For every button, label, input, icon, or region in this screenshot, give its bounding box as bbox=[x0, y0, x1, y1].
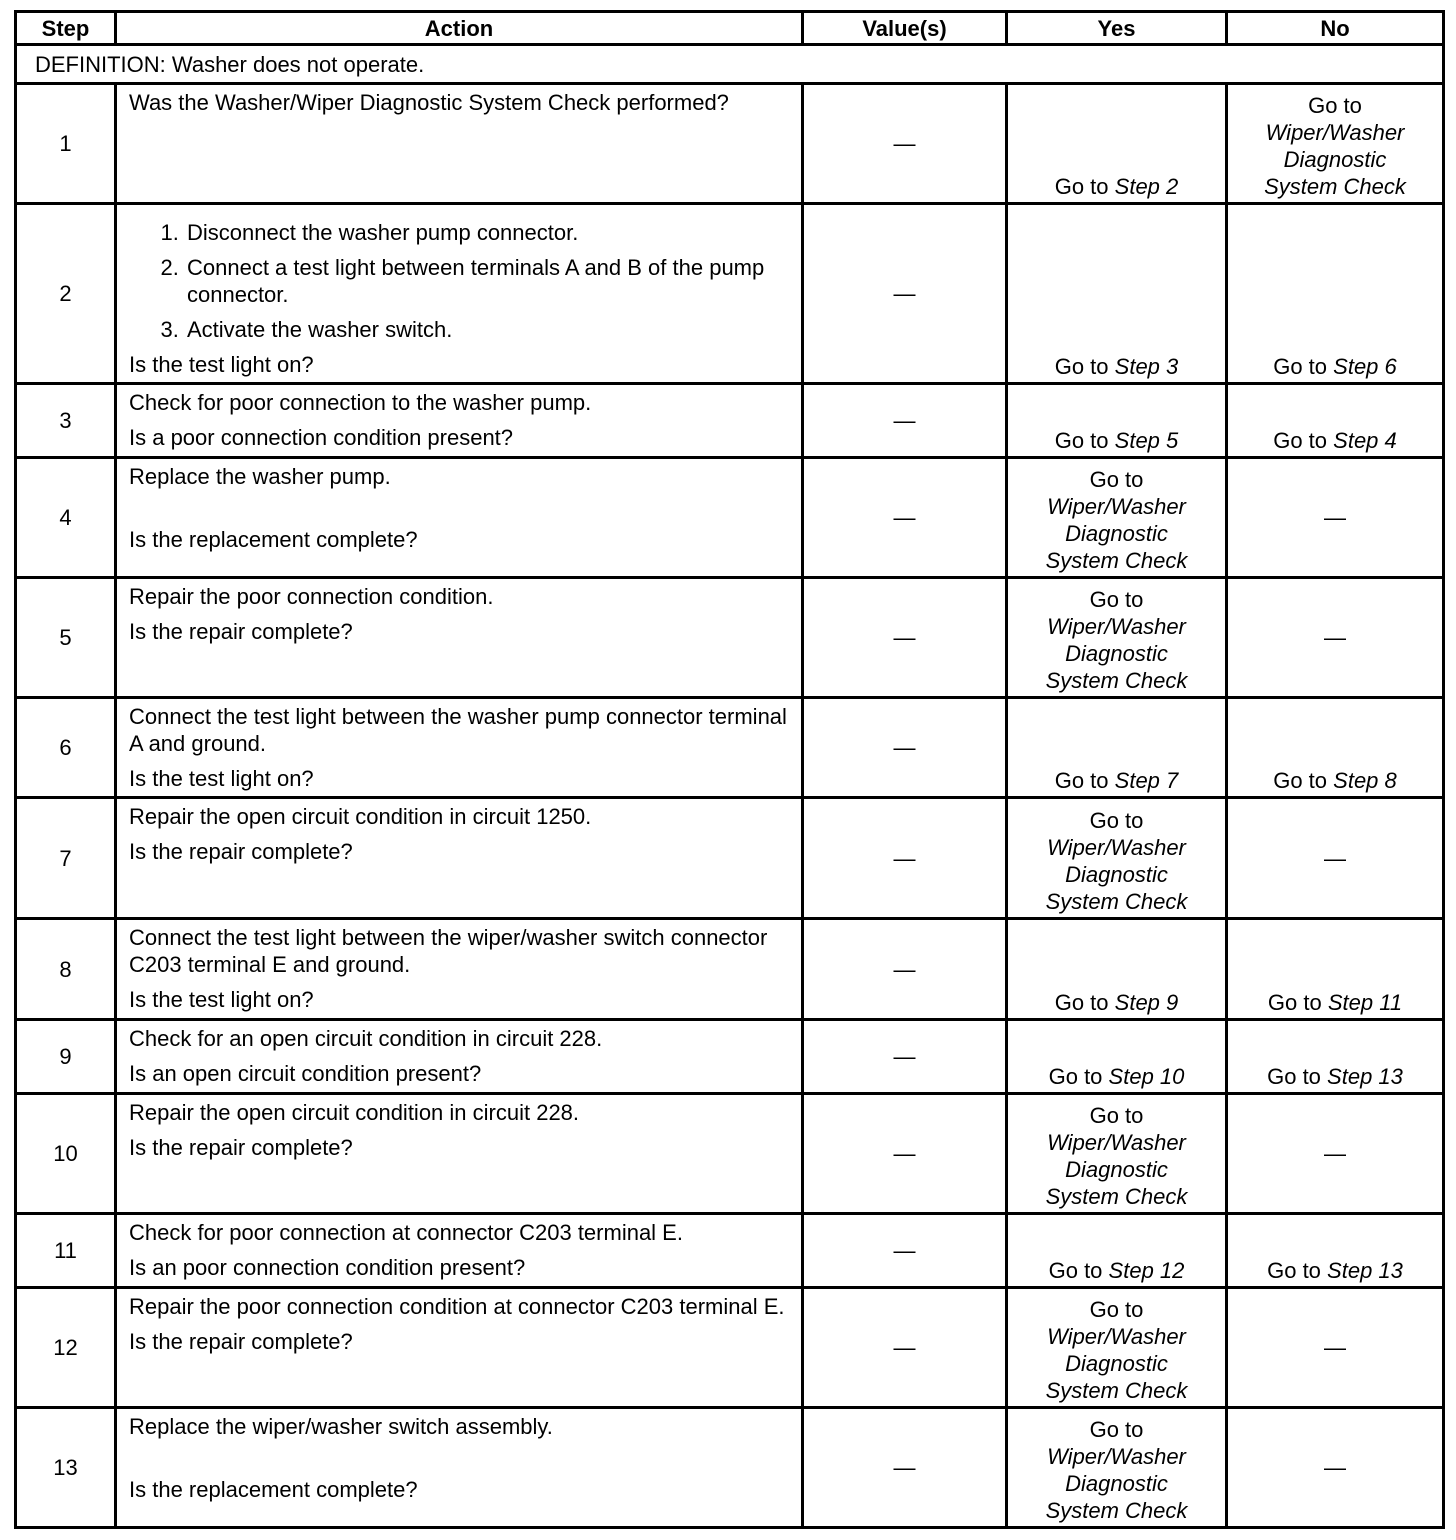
action-cell bbox=[116, 458, 803, 578]
step-ref: Step 3 bbox=[1114, 354, 1179, 379]
step-ref: Step 11 bbox=[1327, 990, 1403, 1015]
action-cell bbox=[116, 698, 803, 798]
yes-cell bbox=[1007, 1094, 1227, 1214]
action-text: Check for poor connection to the washer pump. bbox=[129, 390, 592, 415]
step-ref: Step 7 bbox=[1114, 768, 1179, 793]
step-number: 1 bbox=[16, 84, 116, 204]
goto-text: Go to bbox=[1273, 354, 1328, 379]
goto-text: Go to bbox=[1267, 1064, 1321, 1089]
no-cell: — bbox=[1227, 1094, 1444, 1214]
step-number: 10 bbox=[16, 1094, 116, 1214]
value-cell: — bbox=[803, 384, 1007, 458]
value-cell: — bbox=[803, 204, 1007, 384]
table-row bbox=[16, 84, 1444, 204]
yes-cell bbox=[1007, 578, 1227, 698]
yes-cell bbox=[1007, 919, 1227, 1020]
value-cell: — bbox=[803, 84, 1007, 204]
check-line: Diagnostic bbox=[1065, 1471, 1168, 1496]
table-row bbox=[16, 1094, 1444, 1214]
header-row bbox=[16, 12, 1444, 45]
check-line: System Check bbox=[1045, 1498, 1188, 1523]
yes-cell bbox=[1007, 798, 1227, 919]
substep-list bbox=[129, 219, 791, 343]
goto-text: Go to bbox=[1089, 808, 1144, 833]
table-row bbox=[16, 384, 1444, 458]
question-text: Is an poor connection condition present? bbox=[129, 1255, 526, 1280]
question-text: Is the test light on? bbox=[129, 352, 314, 377]
check-line: Wiper/Washer bbox=[1047, 494, 1186, 519]
goto-text: Go to bbox=[1267, 990, 1322, 1015]
value-cell: — bbox=[803, 698, 1007, 798]
yes-cell bbox=[1007, 698, 1227, 798]
value-cell: — bbox=[803, 1020, 1007, 1094]
goto-text: Go to bbox=[1273, 428, 1328, 453]
step-ref: Step 4 bbox=[1333, 428, 1397, 453]
action-text: Replace the wiper/washer switch assembly. bbox=[129, 1414, 553, 1439]
action-cell bbox=[116, 1094, 803, 1214]
action-cell bbox=[116, 919, 803, 1020]
table-row bbox=[16, 1214, 1444, 1288]
no-cell bbox=[1227, 1214, 1444, 1288]
goto-text: Go to bbox=[1054, 990, 1109, 1015]
action-cell bbox=[116, 1214, 803, 1288]
goto-text: Go to bbox=[1273, 768, 1328, 793]
action-cell bbox=[116, 204, 803, 384]
step-ref: Step 12 bbox=[1108, 1258, 1185, 1283]
question-text: Is the replacement complete? bbox=[129, 527, 418, 552]
check-line: Diagnostic bbox=[1065, 1351, 1168, 1376]
check-line: Diagnostic bbox=[1065, 641, 1168, 666]
header-action: Action bbox=[116, 12, 803, 45]
substep: 3. Activate the washer switch. bbox=[185, 316, 791, 343]
table-row bbox=[16, 204, 1444, 384]
question-text: Is an open circuit condition present? bbox=[129, 1061, 482, 1086]
table-row bbox=[16, 458, 1444, 578]
no-cell bbox=[1227, 698, 1444, 798]
step-ref: Step 6 bbox=[1333, 354, 1397, 379]
no-cell bbox=[1227, 919, 1444, 1020]
value-cell: — bbox=[803, 1094, 1007, 1214]
no-cell: — bbox=[1227, 1288, 1444, 1408]
table-row bbox=[16, 1288, 1444, 1408]
action-cell bbox=[116, 1288, 803, 1408]
action-cell bbox=[116, 1020, 803, 1094]
yes-cell bbox=[1007, 384, 1227, 458]
check-line: Wiper/Washer bbox=[1047, 1444, 1186, 1469]
question-text: Is the replacement complete? bbox=[129, 1477, 418, 1502]
definition-text: DEFINITION: Washer does not operate. bbox=[16, 45, 1444, 84]
table-row bbox=[16, 919, 1444, 1020]
yes-cell bbox=[1007, 1020, 1227, 1094]
no-cell bbox=[1227, 1020, 1444, 1094]
action-cell bbox=[116, 798, 803, 919]
check-line: System Check bbox=[1045, 1184, 1188, 1209]
action-cell bbox=[116, 1408, 803, 1528]
question-text: Is a poor connection condition present? bbox=[129, 425, 514, 450]
goto-text: Go to bbox=[1267, 1258, 1321, 1283]
header-no: No bbox=[1227, 12, 1444, 45]
step-ref: Step 13 bbox=[1327, 1258, 1403, 1283]
yes-cell bbox=[1007, 1214, 1227, 1288]
step-number: 11 bbox=[16, 1214, 116, 1288]
table-row bbox=[16, 1408, 1444, 1528]
goto-text: Go to bbox=[1089, 587, 1144, 612]
header-values: Value(s) bbox=[803, 12, 1007, 45]
value-cell: — bbox=[803, 1408, 1007, 1528]
action-text: Repair the open circuit condition in circuit 228. bbox=[129, 1100, 580, 1125]
value-cell: — bbox=[803, 1214, 1007, 1288]
question-text: Is the repair complete? bbox=[129, 619, 353, 644]
action-cell bbox=[116, 578, 803, 698]
question-text: Is the repair complete? bbox=[129, 839, 353, 864]
table-row bbox=[16, 1020, 1444, 1094]
action-text: Connect the test light between the wiper/washer switch connector C203 terminal E and ground. bbox=[129, 925, 768, 977]
action-text: Connect the test light between the washer pump connector terminal A and ground. bbox=[129, 704, 787, 756]
step-number: 6 bbox=[16, 698, 116, 798]
check-line: Diagnostic bbox=[1065, 862, 1168, 887]
action-text: Repair the poor connection condition. bbox=[129, 584, 494, 609]
check-line: Wiper/Washer bbox=[1047, 614, 1186, 639]
value-cell: — bbox=[803, 1288, 1007, 1408]
goto-text: Go to bbox=[1308, 93, 1362, 118]
check-line: System Check bbox=[1045, 668, 1188, 693]
goto-text: Go to bbox=[1089, 1297, 1144, 1322]
step-ref: Step 2 bbox=[1114, 174, 1179, 199]
step-number: 13 bbox=[16, 1408, 116, 1528]
check-line: Diagnostic bbox=[1283, 147, 1387, 172]
action-cell bbox=[116, 84, 803, 204]
question-text: Is the repair complete? bbox=[129, 1135, 353, 1160]
value-cell: — bbox=[803, 798, 1007, 919]
no-cell: — bbox=[1227, 1408, 1444, 1528]
step-number: 5 bbox=[16, 578, 116, 698]
action-text: Was the Washer/Wiper Diagnostic System Check performed? bbox=[129, 90, 729, 115]
yes-cell bbox=[1007, 1288, 1227, 1408]
action-text: Replace the washer pump. bbox=[129, 464, 391, 489]
yes-cell bbox=[1007, 1408, 1227, 1528]
step-ref: Step 8 bbox=[1333, 768, 1397, 793]
check-line: Wiper/Washer bbox=[1265, 120, 1405, 145]
question-text: Is the test light on? bbox=[129, 766, 314, 791]
check-line: System Check bbox=[1045, 889, 1188, 914]
check-line: Wiper/Washer bbox=[1047, 1130, 1186, 1155]
check-line: Diagnostic bbox=[1065, 1157, 1168, 1182]
table-row bbox=[16, 798, 1444, 919]
check-line: Wiper/Washer bbox=[1047, 835, 1186, 860]
step-number: 8 bbox=[16, 919, 116, 1020]
step-ref: Step 13 bbox=[1327, 1064, 1403, 1089]
no-cell bbox=[1227, 204, 1444, 384]
step-number: 9 bbox=[16, 1020, 116, 1094]
check-line: Wiper/Washer bbox=[1047, 1324, 1186, 1349]
goto-text: Go to bbox=[1054, 768, 1109, 793]
step-ref: Step 10 bbox=[1108, 1064, 1185, 1089]
question-text: Is the repair complete? bbox=[129, 1329, 353, 1354]
step-number: 3 bbox=[16, 384, 116, 458]
no-cell bbox=[1227, 384, 1444, 458]
header-step: Step bbox=[16, 12, 116, 45]
goto-text: Go to bbox=[1089, 1417, 1144, 1442]
substep: 2. Connect a test light between terminals A and B of the pump connector. bbox=[185, 254, 791, 308]
action-text: Repair the open circuit condition in circuit 1250. bbox=[129, 804, 592, 829]
goto-text: Go to bbox=[1054, 354, 1109, 379]
goto-text: Go to bbox=[1089, 467, 1144, 492]
step-ref: Step 9 bbox=[1114, 990, 1179, 1015]
diagnostic-table bbox=[14, 10, 1445, 1529]
yes-cell bbox=[1007, 204, 1227, 384]
action-text: Check for poor connection at connector C203 terminal E. bbox=[129, 1220, 683, 1245]
no-cell bbox=[1227, 84, 1444, 204]
goto-text: Go to bbox=[1048, 1064, 1103, 1089]
goto-text: Go to bbox=[1048, 1258, 1103, 1283]
table-row bbox=[16, 698, 1444, 798]
step-number: 4 bbox=[16, 458, 116, 578]
step-number: 2 bbox=[16, 204, 116, 384]
goto-text: Go to bbox=[1054, 428, 1109, 453]
no-cell: — bbox=[1227, 798, 1444, 919]
no-cell: — bbox=[1227, 578, 1444, 698]
goto-text: Go to bbox=[1089, 1103, 1144, 1128]
yes-cell bbox=[1007, 458, 1227, 578]
action-text: Repair the poor connection condition at connector C203 terminal E. bbox=[129, 1294, 785, 1319]
value-cell: — bbox=[803, 458, 1007, 578]
action-cell bbox=[116, 384, 803, 458]
check-line: System Check bbox=[1045, 1378, 1188, 1403]
question-text: Is the test light on? bbox=[129, 987, 314, 1012]
check-line: System Check bbox=[1264, 174, 1406, 199]
goto-text: Go to bbox=[1054, 174, 1109, 199]
value-cell: — bbox=[803, 919, 1007, 1020]
check-line: System Check bbox=[1045, 548, 1188, 573]
value-cell: — bbox=[803, 578, 1007, 698]
header-yes: Yes bbox=[1007, 12, 1227, 45]
action-text: Check for an open circuit condition in circuit 228. bbox=[129, 1026, 603, 1051]
check-line: Diagnostic bbox=[1065, 521, 1168, 546]
step-number: 7 bbox=[16, 798, 116, 919]
step-ref: Step 5 bbox=[1114, 428, 1179, 453]
no-cell: — bbox=[1227, 458, 1444, 578]
yes-cell bbox=[1007, 84, 1227, 204]
table-row bbox=[16, 578, 1444, 698]
substep: 1. Disconnect the washer pump connector. bbox=[185, 219, 791, 246]
step-number: 12 bbox=[16, 1288, 116, 1408]
definition-row bbox=[16, 45, 1444, 84]
